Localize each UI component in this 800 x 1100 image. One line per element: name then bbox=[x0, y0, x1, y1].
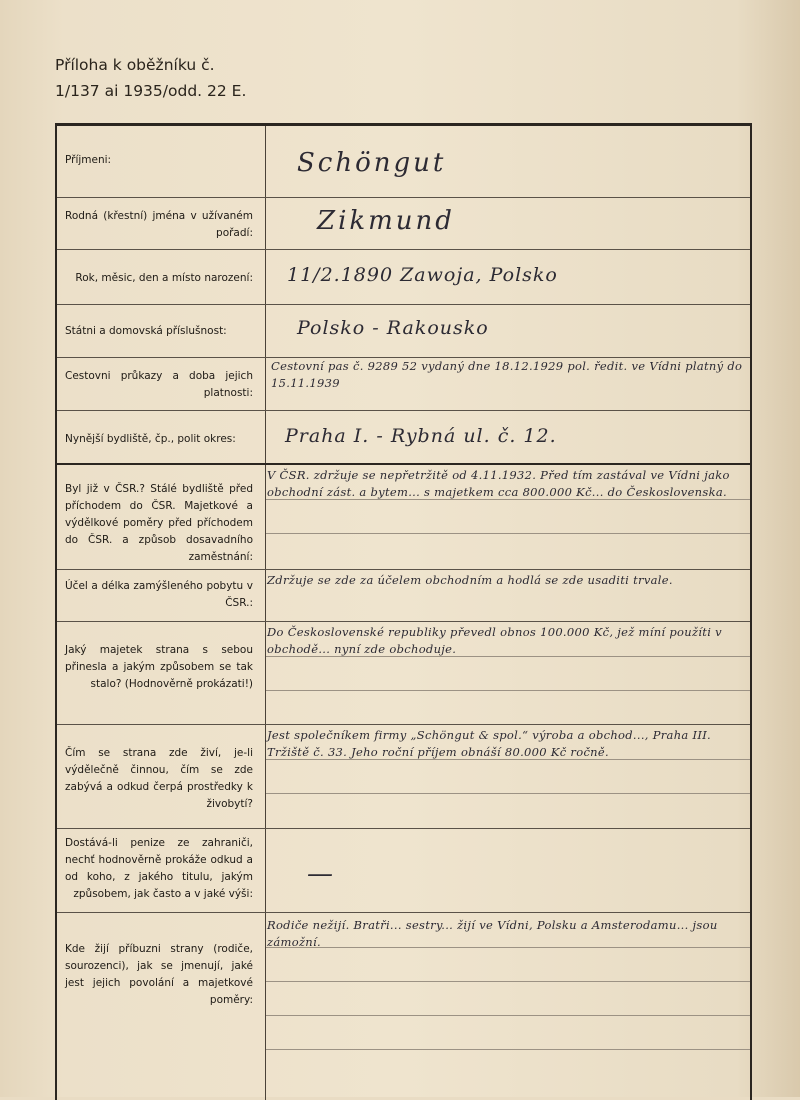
rule-line bbox=[266, 533, 750, 534]
rule-line bbox=[266, 793, 750, 794]
rule-line bbox=[266, 1049, 750, 1050]
field-label-passports: Cestovni průkazy a doba jejich platnosti: bbox=[65, 370, 253, 399]
field-label-residence: Nynější bydliště, čp., polit okres: bbox=[65, 433, 236, 445]
field-value-previous-stay: V ČSR. zdržuje se nepřetržitě od 4.11.1932. Před tím zastával ve Vídni jako obchodní zást. a bytem... s majetkem cca 800.000 Kč... do Československa. bbox=[267, 468, 730, 499]
header-line-2: 1/137 ai 1935/odd. 22 E. bbox=[55, 82, 247, 100]
field-row-relatives bbox=[57, 913, 750, 1099]
field-label-purpose: Účel a délka zamýšleného pobytu v ČSR.: bbox=[65, 580, 253, 609]
field-row-birth bbox=[57, 250, 750, 305]
field-row-surname bbox=[57, 126, 750, 198]
field-label-relatives: Kde žijí příbuzni strany (rodiče, sourozenci), jak se jmenují, jaké jest jejich povolání a majetkové poměry: bbox=[65, 943, 253, 1006]
field-value-residence: Praha I. - Rybná ul. č. 12. bbox=[285, 425, 557, 447]
header-line-1: Příloha k oběžníku č. bbox=[55, 56, 215, 74]
field-label-foreign-money: Dostává-li penize ze zahraniči, nechť hodnověrně prokáže odkud a od koho, z jakého titulu, jakým způsobem, jak často a v jaké výši: bbox=[65, 837, 253, 900]
field-label-birth: Rok, měsic, den a místo narození: bbox=[75, 272, 253, 284]
field-row-passports bbox=[57, 358, 750, 411]
field-row-given-names bbox=[57, 198, 750, 250]
field-row-livelihood bbox=[57, 725, 750, 829]
field-value-relatives: Rodiče nežijí. Bratři... sestry... žijí ve Vídni, Polsku a Amsterodamu... jsou zámožní. bbox=[267, 918, 718, 949]
field-label-surname: Příjmeni: bbox=[65, 154, 112, 166]
rule-line bbox=[266, 981, 750, 982]
field-row-residence bbox=[57, 411, 750, 465]
field-row-previous-stay bbox=[57, 465, 750, 570]
field-label-property: Jaký majetek strana s sebou přinesla a jakým způsobem se tak stalo? (Hodnověrně prokázati!) bbox=[65, 644, 253, 690]
field-row-property bbox=[57, 622, 750, 725]
field-value-birth: 11/2.1890 Zawoja, Polsko bbox=[287, 264, 558, 286]
field-value-foreign-money: — bbox=[307, 859, 336, 889]
field-row-citizenship bbox=[57, 305, 750, 358]
field-label-given-names: Rodná (křestní) jména v užívaném pořadí: bbox=[65, 210, 253, 239]
field-value-property: Do Československé republiky převedl obnos 100.000 Kč, jež míní použíti v obchodě... nyní zde obchoduje. bbox=[267, 625, 722, 656]
field-value-surname: Schöngut bbox=[297, 148, 447, 178]
registration-form bbox=[55, 123, 752, 1100]
document-header bbox=[55, 52, 246, 104]
field-row-foreign-money bbox=[57, 829, 750, 913]
rule-line bbox=[266, 690, 750, 691]
field-label-citizenship: Státni a domovská příslušnost: bbox=[65, 325, 227, 337]
field-label-previous-stay: Byl již v ČSR.? Stálé bydliště před příchodem do ČSR. Majetkové a výdělkové poměry před příchodem do ČSR. a způsob dosavadního zaměstnání: bbox=[65, 483, 253, 563]
field-label-livelihood: Čím se strana zde živí, je-li výdělečně činnou, čím se zde zabývá a odkud čerpá prostředky k živobytí? bbox=[65, 747, 253, 810]
field-value-citizenship: Polsko - Rakousko bbox=[297, 317, 489, 339]
field-value-given-names: Zikmund bbox=[317, 206, 455, 236]
field-value-passports: Cestovní pas č. 9289 52 vydaný dne 18.12.1929 pol. ředit. ve Vídni platný do 15.11.1939 bbox=[271, 359, 743, 390]
rule-line bbox=[266, 1015, 750, 1016]
field-value-purpose: Zdržuje se zde za účelem obchodním a hodlá se zde usaditi trvale. bbox=[267, 573, 673, 587]
field-row-purpose bbox=[57, 570, 750, 622]
field-value-livelihood: Jest společníkem firmy „Schöngut & spol.“ výroba a obchod..., Praha III. Tržiště č. 33. Jeho roční příjem obnáší 80.000 Kč ročně. bbox=[267, 728, 712, 759]
